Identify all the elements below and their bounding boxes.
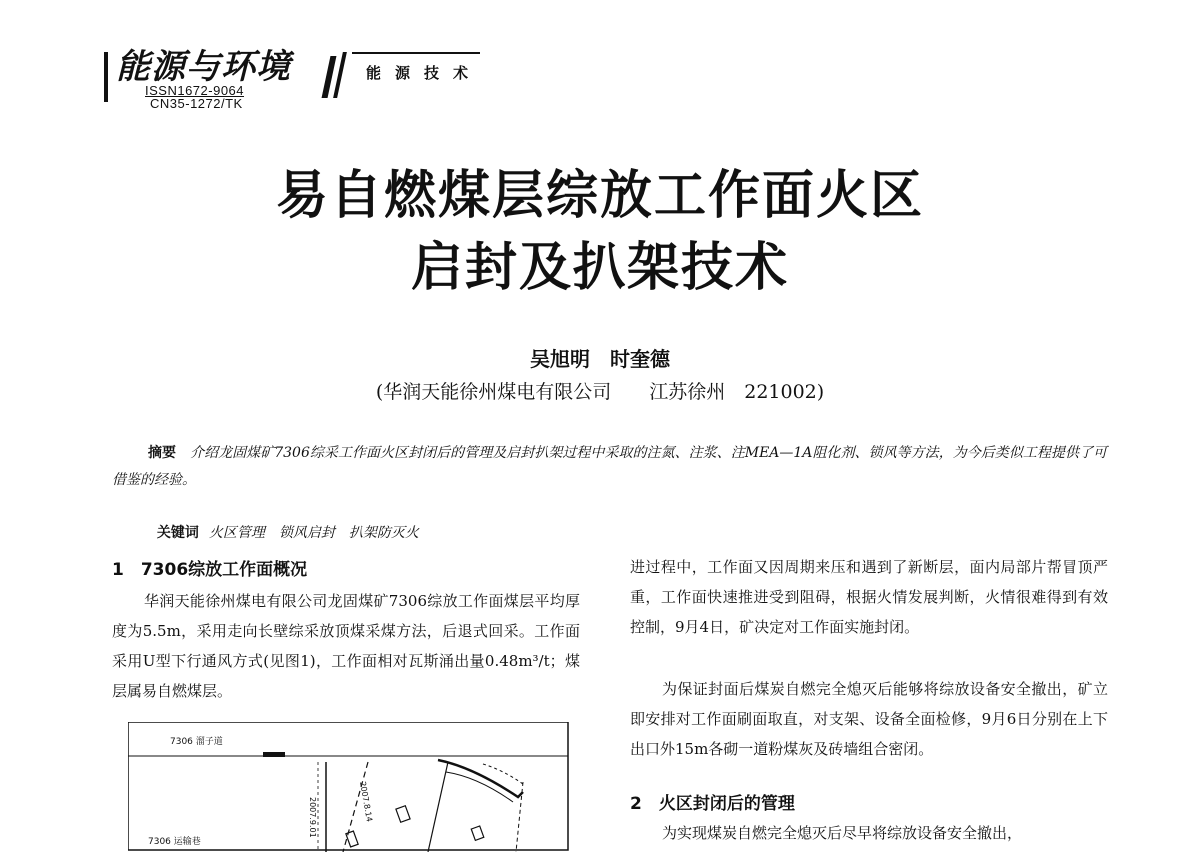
figure-label-left: 7306 运输巷	[148, 837, 201, 847]
author-affiliation: (华润天能徐州煤电有限公司 江苏徐州 221002)	[375, 381, 825, 403]
figure-label-date-2: 2007.8.14	[358, 780, 374, 823]
abstract-text: 介绍龙固煤矿7306综采工作面火区封闭后的管理及启封扒架过程中采取的注氮、注浆、注MEA—1A阻化剂、锁风等方法，为今后类似工程提供了可借鉴的经验。	[112, 445, 1108, 488]
abstract	[112, 440, 1107, 494]
right-paragraph-3: 为实现煤炭自燃完全熄灭后尽早将综放设备安全撤出，	[662, 824, 1023, 842]
article-title-line-2: 启封及扒架技术	[410, 238, 789, 298]
figure-1-ventilation-diagram	[128, 722, 570, 852]
figure-1-drawing	[128, 722, 570, 852]
right-paragraph-1: 进过程中，工作面又因周期来压和遇到了新断层，面内局部片帮冒顶严重，工作面快速推进受到阻碍，根据火情发展判断，火情很难得到有效控制，9月4日，矿决定对工作面实施封闭。	[630, 558, 1108, 636]
issn-number: ISSN1672-9064	[145, 83, 245, 98]
article-title-line-1: 易自燃煤层综放工作面火区	[275, 166, 924, 226]
keywords	[148, 497, 419, 545]
figure-label-date-1: 2007.9.01	[308, 797, 317, 838]
keywords-label: 关键词	[156, 525, 199, 541]
abstract-label: 摘要	[148, 445, 177, 461]
section-rule	[352, 52, 480, 54]
right-paragraph-2: 为保证封面后煤炭自燃完全熄灭后能够将综放设备安全撤出，矿立即安排对工作面刷面取直，对支架、设备全面检修，9月6日分别在上下出口外15m各砌一道粉煤灰及砖墙组合密闭。	[630, 680, 1108, 758]
section-1-paragraph: 华润天能徐州煤电有限公司龙固煤矿7306综放工作面煤层平均厚度为5.5m，采用走向长壁综采放顶煤采煤方法，后退式回采。工作面采用U型下行通风方式(见图1)，工作面相对瓦斯涌出量0.48m³/t；煤层属易自燃煤层。	[112, 592, 580, 700]
section-2-heading: 2 火区封闭后的管理	[630, 794, 795, 814]
section-1-heading: 1 7306综放工作面概况	[112, 560, 308, 580]
logo-left-bar	[104, 52, 108, 102]
figure-label-top: 7306 溜子道	[170, 737, 223, 747]
article-authors: 吴旭明 时奎德	[530, 347, 670, 371]
keywords-text: 火区管理 锁风启封 扒架防灭火	[208, 525, 419, 541]
section-label: 能源技术	[366, 64, 483, 82]
cn-number: CN35-1272/TK	[150, 96, 243, 111]
journal-name: 能源与环境	[116, 47, 291, 87]
